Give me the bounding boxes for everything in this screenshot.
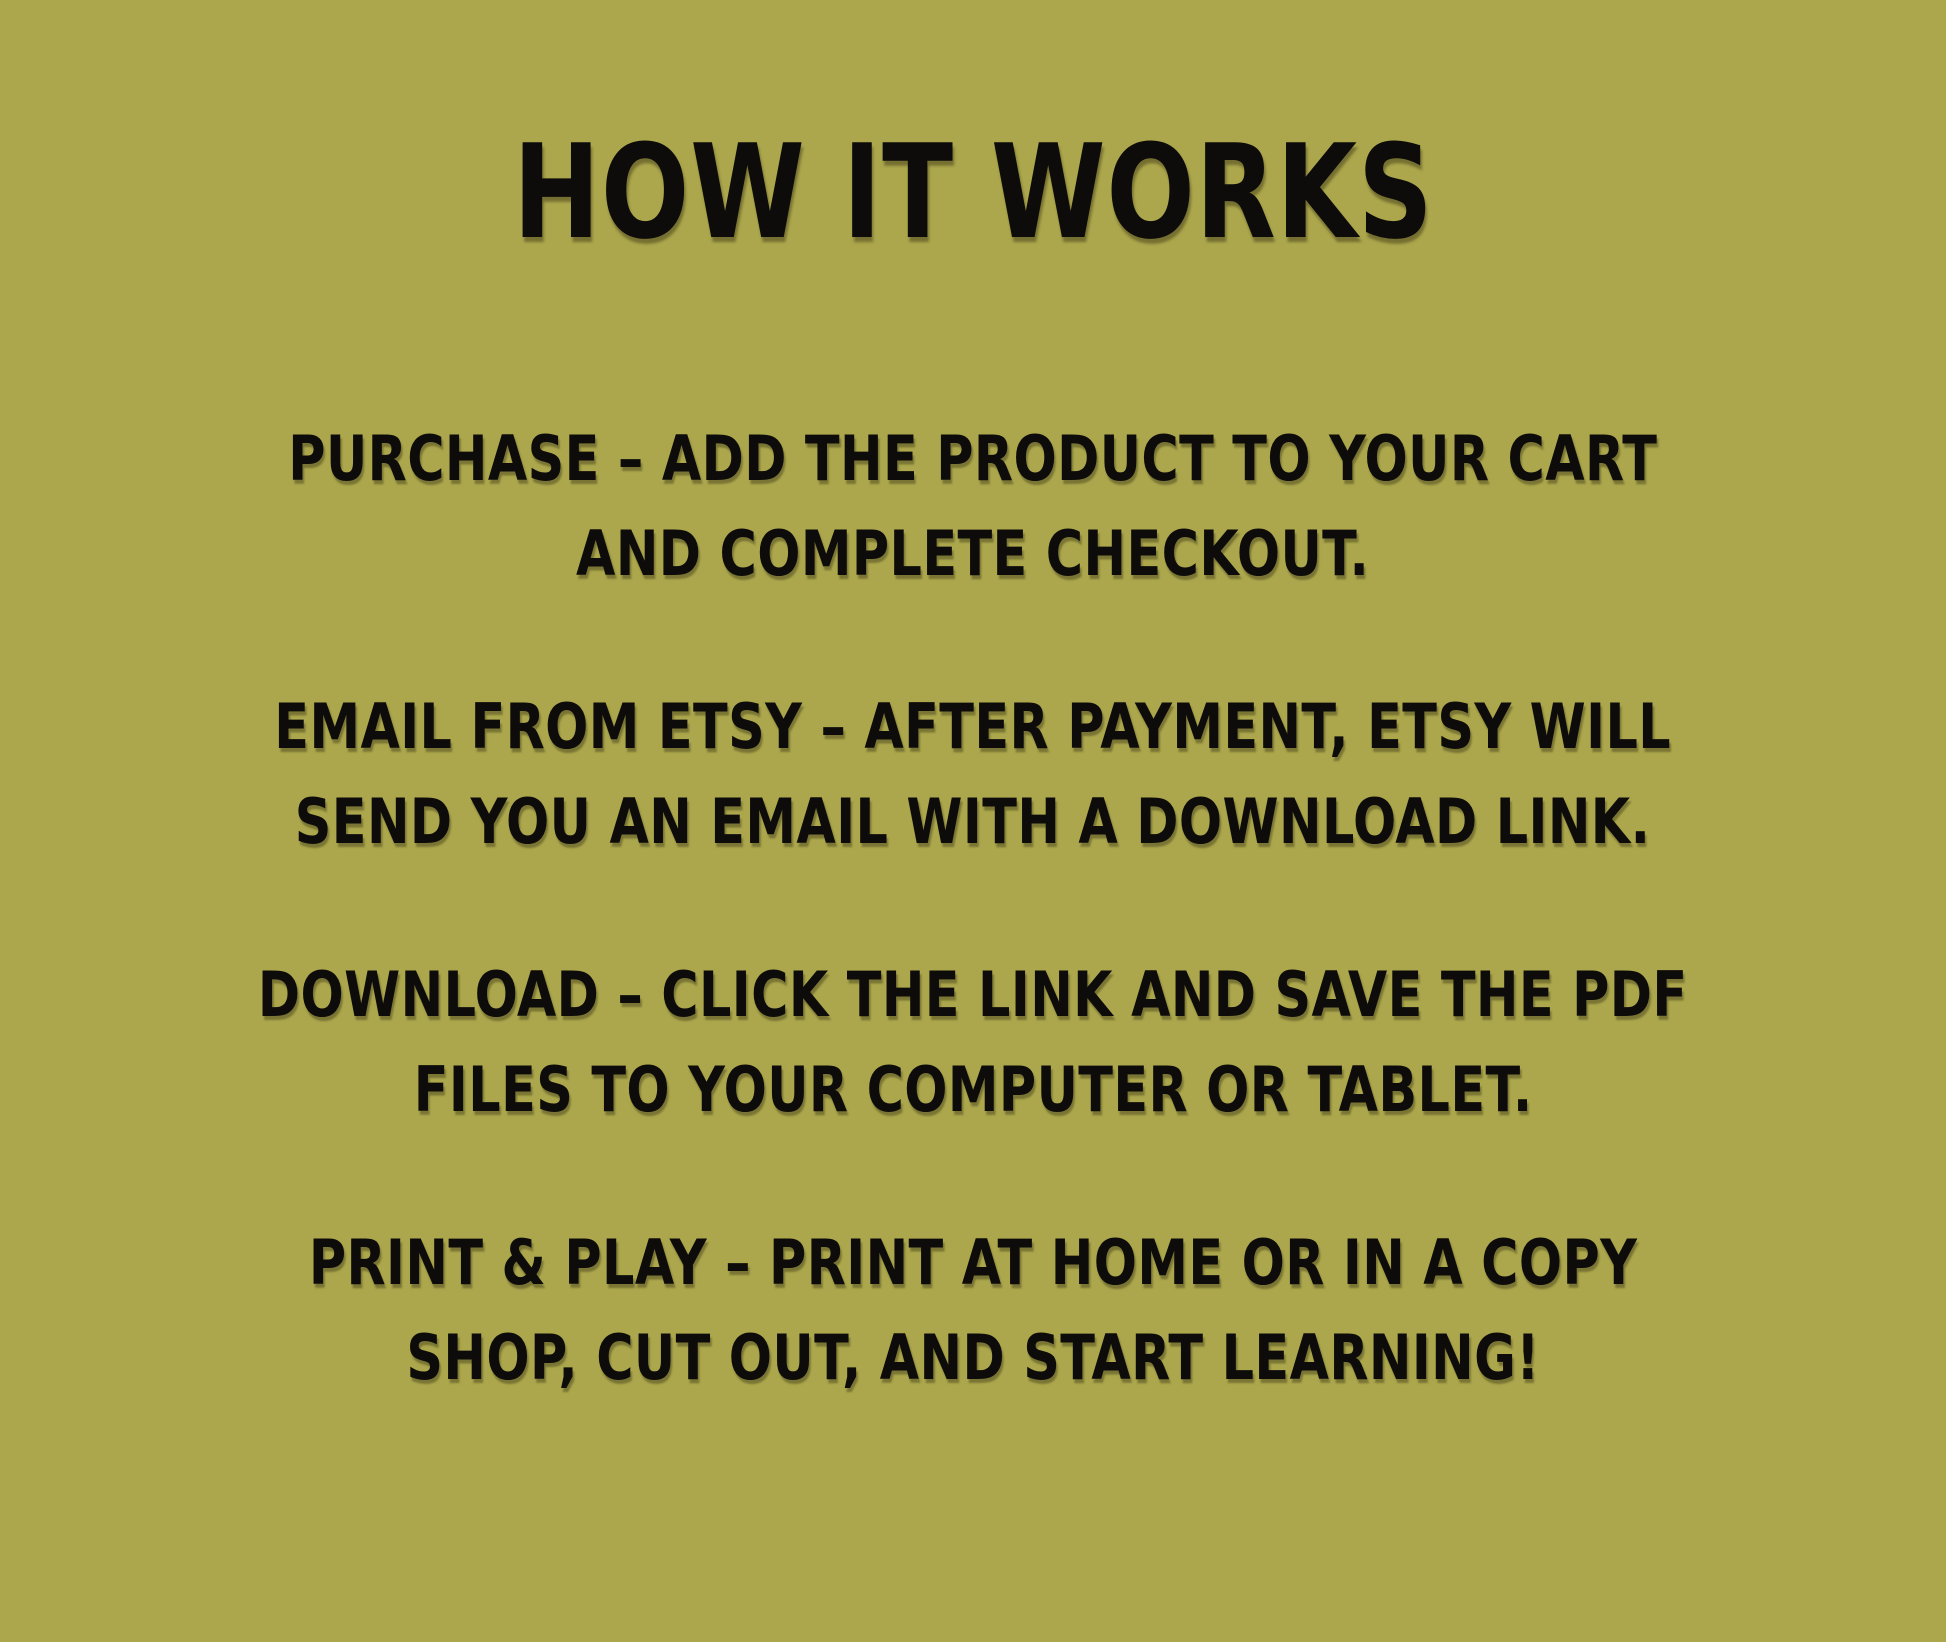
page-title: HOW IT WORKS [512,116,1434,268]
step-purchase-line-1: PURCHASE – ADD THE PRODUCT TO YOUR CART [288,422,1658,495]
step-download-line-2: FILES TO YOUR COMPUTER OR TABLET. [413,1053,1533,1126]
step-email-from-etsy-line-1: EMAIL FROM ETSY – AFTER PAYMENT, ETSY WILL [274,690,1672,763]
step-print-and-play-line-1: PRINT & PLAY – PRINT AT HOME OR IN A COPY [308,1226,1638,1299]
step-print-and-play-line-2: SHOP, CUT OUT, AND START LEARNING! [406,1321,1540,1394]
step-download [101,947,1844,1137]
step-purchase [138,411,1808,601]
step-download-line-1: DOWNLOAD – CLICK THE LINK AND SAVE THE PDF [258,958,1688,1031]
step-print-and-play [163,1215,1783,1405]
step-email-from-etsy [121,679,1824,869]
step-purchase-line-2: AND COMPLETE CHECKOUT. [576,517,1370,590]
step-email-from-etsy-line-2: SEND YOU AN EMAIL WITH A DOWNLOAD LINK. [295,785,1651,858]
